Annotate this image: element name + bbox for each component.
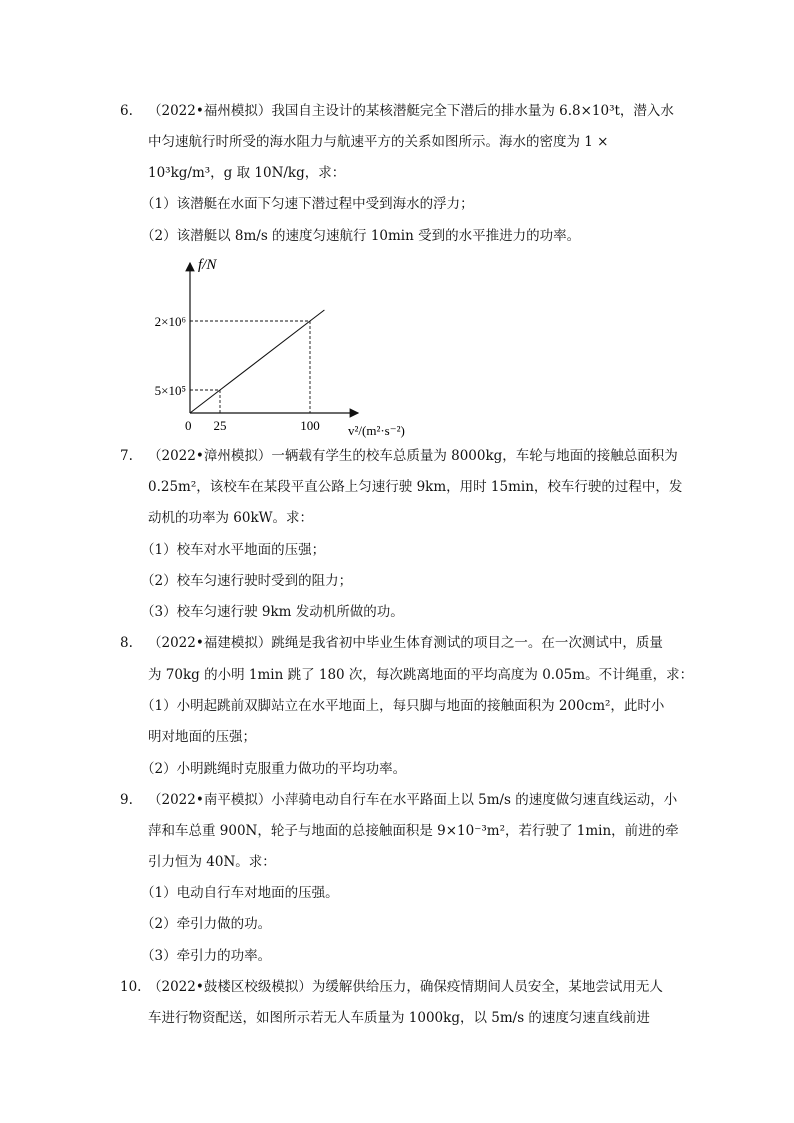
y-tick-label: 2×10⁶ — [154, 314, 186, 329]
origin-label: 0 — [185, 418, 192, 433]
sub-question: （1）电动自行车对地面的压强。 — [141, 885, 339, 901]
question-text-line: 萍和车总重 900N，轮子与地面的总接触面积是 9×10⁻³m²，若行驶了 1min，前进的牵 — [148, 823, 679, 839]
x-tick-label: 100 — [300, 418, 320, 433]
question-text-line: （2022•福建模拟）跳绳是我省初中毕业生体育测试的项目之一。在一次测试中，质量 — [148, 635, 663, 651]
sub-question: （1）该潜艇在水面下匀速下潜过程中受到海水的浮力； — [141, 196, 474, 212]
question-number: 6. — [120, 103, 133, 119]
question-text-line: （2022•鼓楼区校级模拟）为缓解供给压力，确保疫情期间人员安全，某地尝试用无人 — [148, 979, 663, 995]
question-number: 9. — [120, 792, 133, 808]
question-number: 10. — [120, 979, 142, 995]
question-text-line: （2022•福州模拟）我国自主设计的某核潜艇完全下潜后的排水量为 6.8×10³t，潜入水 — [148, 103, 674, 119]
x-axis-label: v²/(m²·s⁻²) — [348, 423, 405, 438]
y-axis-label: f/N — [198, 257, 217, 273]
resistance-vs-speed-squared-chart — [130, 255, 440, 440]
question-text-line: （2022•漳州模拟）一辆载有学生的校车总质量为 8000kg，车轮与地面的接触总面积为 — [148, 448, 678, 464]
question-text-line: 引力恒为 40N。求： — [148, 854, 276, 870]
series-line — [190, 310, 324, 413]
question-text-line: 中匀速航行时所受的海水阻力与航速平方的关系如图所示。海水的密度为 1 × — [148, 134, 609, 150]
sub-question-continued: 明对地面的压强； — [148, 729, 256, 745]
question-text-line: 10³kg/m³，g 取 10N/kg，求： — [148, 165, 346, 181]
sub-question: （1）校车对水平地面的压强； — [141, 542, 326, 558]
question-number: 8. — [120, 635, 133, 651]
question-text-line: （2022•南平模拟）小萍骑电动自行车在水平路面上以 5m/s 的速度做匀速直线运动，小 — [148, 792, 678, 808]
y-tick-label: 5×10⁵ — [154, 383, 186, 398]
sub-question: （1）小明起跳前双脚站立在水平地面上，每只脚与地面的接触面积为 200cm²，此时小 — [141, 698, 665, 714]
sub-question: （3）校车匀速行驶 9km 发动机所做的功。 — [141, 604, 404, 620]
sub-question: （2）小明跳绳时克服重力做功的平均功率。 — [141, 761, 407, 777]
question-text-line: 0.25m²，该校车在某段平直公路上匀速行驶 9km，用时 15min，校车行驶的过程中，发 — [148, 479, 683, 495]
sub-question: （2）校车匀速行驶时受到的阻力； — [141, 573, 353, 589]
sub-question: （2）牵引力做的功。 — [141, 916, 272, 932]
x-tick-label: 25 — [213, 418, 227, 433]
question-text-line: 动机的功率为 60kW。求： — [148, 510, 314, 526]
sub-question: （2）该潜艇以 8m/s 的速度匀速航行 10min 受到的水平推进力的功率。 — [141, 228, 581, 244]
sub-question: （3）牵引力的功率。 — [141, 948, 272, 964]
question-text-line: 车进行物资配送，如图所示若无人车质量为 1000kg，以 5m/s 的速度匀速直线前进 — [148, 1010, 650, 1026]
question-text-line: 为 70kg 的小明 1min 跳了 180 次，每次跳离地面的平均高度为 0.05m。不计绳重，求： — [148, 667, 694, 683]
question-number: 7. — [120, 448, 133, 464]
